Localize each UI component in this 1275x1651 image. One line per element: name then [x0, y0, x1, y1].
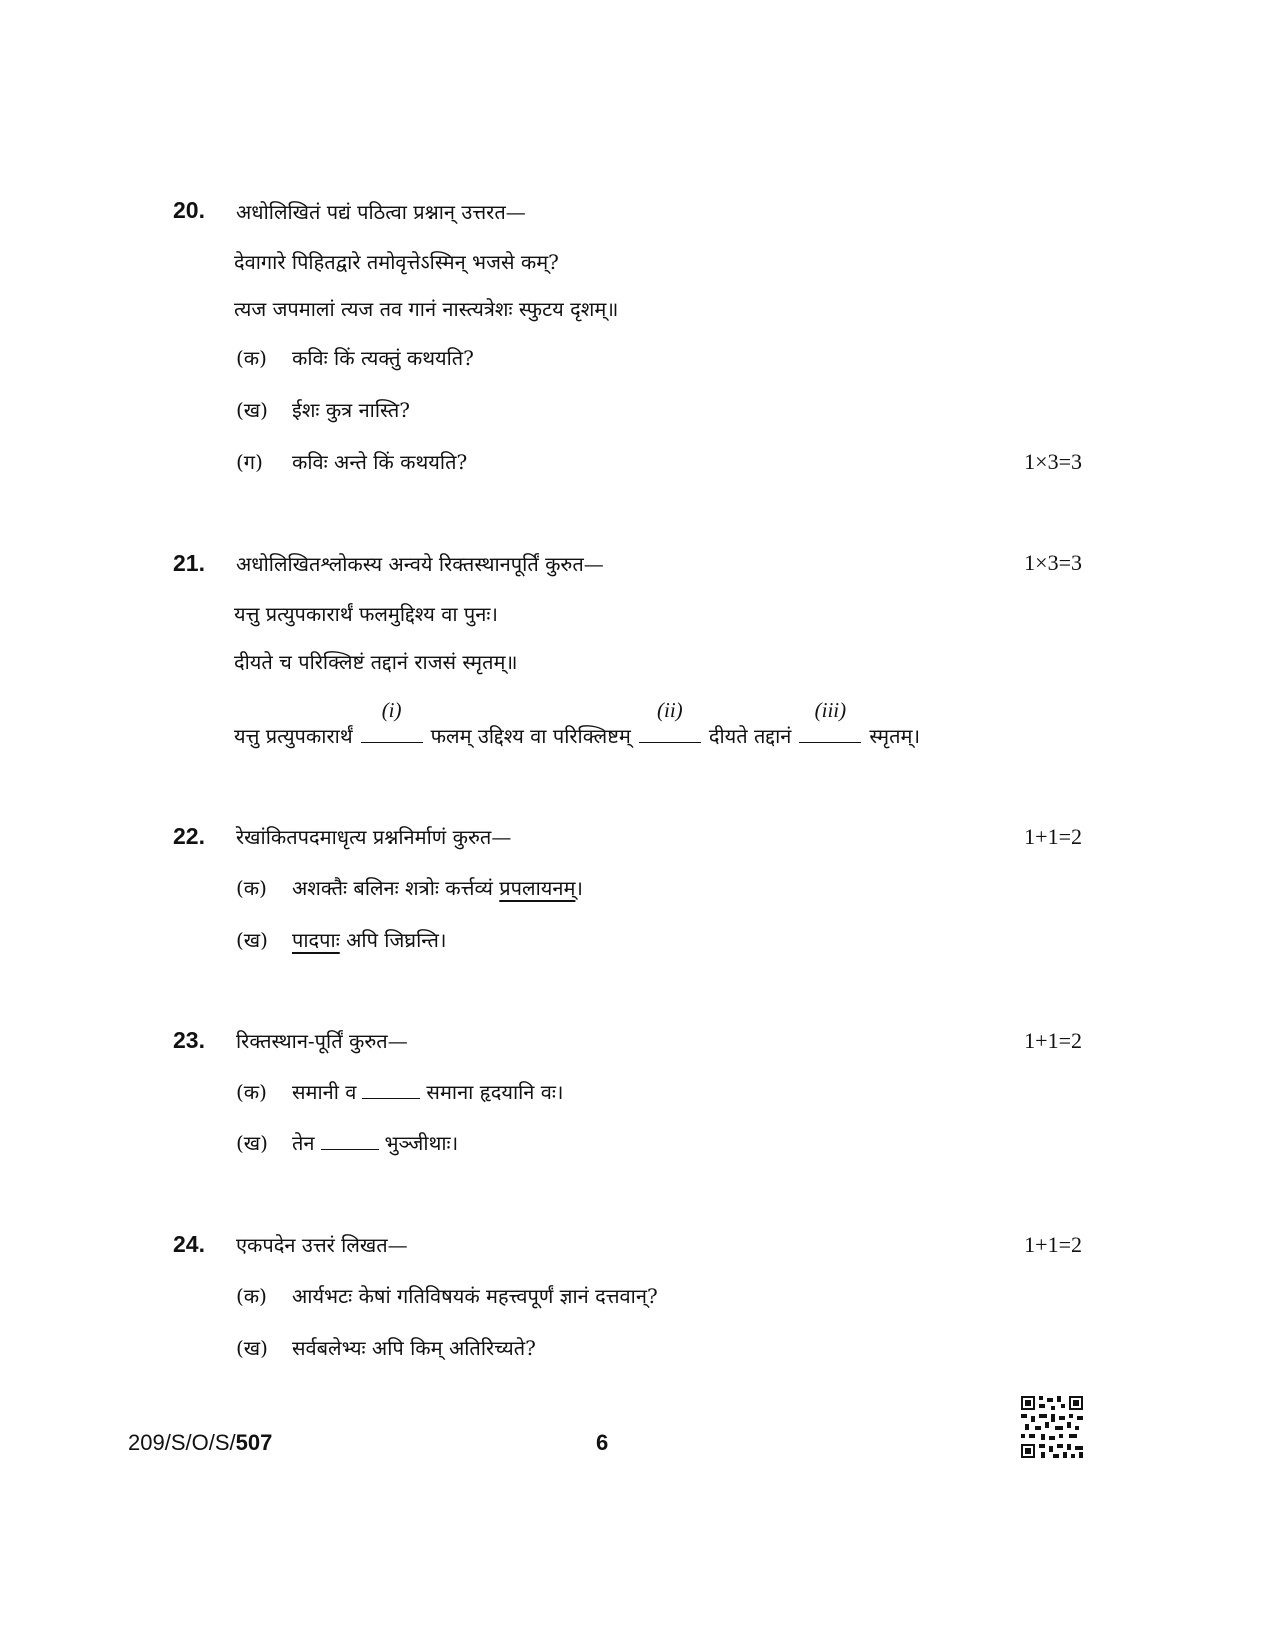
underlined-word: प्रपलायनम् [499, 876, 576, 900]
q20-option-kha [236, 396, 410, 423]
q22-option-kha [236, 926, 446, 953]
option-text: कविः अन्ते किं कथयति? [292, 450, 468, 474]
q23-option-ka [236, 1078, 564, 1105]
anvaya-blank-3[interactable] [799, 698, 861, 743]
q22-instruction: रेखांकितपदमाधृत्य प्रश्ननिर्माणं कुरुत— [236, 825, 512, 849]
blank-label-iii: (iii) [814, 698, 847, 722]
blank-label-ii: (ii) [657, 698, 683, 722]
q23-option-kha [236, 1129, 458, 1156]
anvaya-part4: स्मृतम्। [869, 724, 921, 748]
anvaya-blank-2[interactable] [639, 698, 701, 743]
option-text: समानी व [292, 1080, 357, 1104]
paper-code-number: 507 [235, 1430, 273, 1455]
q23-instruction: रिक्तस्थान-पूर्तिं कुरुत— [236, 1029, 408, 1053]
option-label: (क) [236, 346, 267, 370]
page-number: 6 [596, 1430, 609, 1455]
q23-number: 23. [173, 1027, 205, 1053]
option-text: कविः किं त्यक्तुं कथयति? [292, 346, 474, 370]
option-label: (ख) [236, 1131, 268, 1155]
option-text-after: भुञ्जीथाः। [384, 1131, 459, 1155]
option-text: तेन [292, 1131, 315, 1155]
option-label: (ख) [236, 1336, 268, 1360]
q24-option-ka [236, 1282, 658, 1309]
option-label: (ग) [236, 450, 263, 474]
option-text: सर्वबलेभ्यः अपि किम् अतिरिच्यते? [292, 1336, 536, 1360]
option-text: ईशः कुत्र नास्ति? [292, 398, 410, 422]
paper-code [128, 1430, 272, 1456]
q20-option-ga [236, 448, 467, 475]
q21-verse-line1: यत्तु प्रत्युपकारार्थं फलमुद्दिश्य वा पुनः। [234, 602, 498, 626]
option-end: । [575, 876, 583, 900]
q20-verse-line2: त्यज जपमालां त्यज तव गानं नास्त्यत्रेशः स्फुटय दृशम्॥ [234, 297, 619, 321]
option-label: (क) [236, 1284, 267, 1308]
q24-instruction: एकपदेन उत्तरं लिखत— [236, 1233, 408, 1257]
option-label: (क) [236, 1080, 267, 1104]
q24-number: 24. [173, 1231, 205, 1257]
option-text-after: समाना हृदयानि वः। [426, 1080, 564, 1104]
fill-blank[interactable] [321, 1148, 379, 1150]
q21-verse-line2: दीयते च परिक्लिष्टं तद्दानं राजसं स्मृतम्॥ [234, 650, 518, 674]
q21-number: 21. [173, 550, 205, 576]
q22-marks: 1+1=2 [1024, 824, 1082, 849]
option-text: अशक्तैः बलिनः शत्रोः कर्त्तव्यं [292, 876, 493, 900]
q20-option-ka [236, 344, 474, 371]
option-label: (क) [236, 876, 267, 900]
q24-marks: 1+1=2 [1024, 1232, 1082, 1257]
option-text: अपि जिघ्रन्ति। [346, 928, 447, 952]
fill-blank[interactable] [362, 1097, 420, 1099]
q22-number: 22. [173, 823, 205, 849]
option-label: (ख) [236, 928, 268, 952]
underlined-word: पादपाः [292, 928, 340, 952]
anvaya-part3: दीयते तद्दानं [708, 724, 792, 748]
blank-label-i: (i) [381, 698, 402, 722]
q20-marks: 1×3=3 [1024, 449, 1082, 474]
option-text: आर्यभटः केषां गतिविषयकं महत्त्वपूर्णं ज्ञानं दत्तवान्? [292, 1284, 658, 1308]
option-label: (ख) [236, 398, 268, 422]
q22-option-ka [236, 874, 583, 901]
q21-anvaya-line [234, 698, 921, 749]
q20-verse-line1: देवागारे पिहितद्वारे तमोवृत्तेऽस्मिन् भजसे कम्? [234, 250, 559, 274]
anvaya-blank-1[interactable] [361, 698, 423, 743]
paper-code-prefix: 209/S/O/S/ [128, 1430, 236, 1455]
anvaya-part2: फलम् उद्दिश्य वा परिक्लिष्टम् [430, 724, 631, 748]
qr-code-icon [1021, 1396, 1083, 1458]
q21-marks: 1×3=3 [1024, 550, 1082, 575]
q23-marks: 1+1=2 [1024, 1028, 1082, 1053]
q20-instruction: अधोलिखितं पद्यं पठित्वा प्रश्नान् उत्तरत— [236, 200, 526, 224]
q21-instruction: अधोलिखितश्लोकस्य अन्वये रिक्तस्थानपूर्तिं कुरुत— [236, 552, 604, 576]
anvaya-part1: यत्तु प्रत्युपकारार्थं [234, 724, 353, 748]
q24-option-kha [236, 1334, 536, 1361]
q20-number: 20. [173, 197, 205, 223]
